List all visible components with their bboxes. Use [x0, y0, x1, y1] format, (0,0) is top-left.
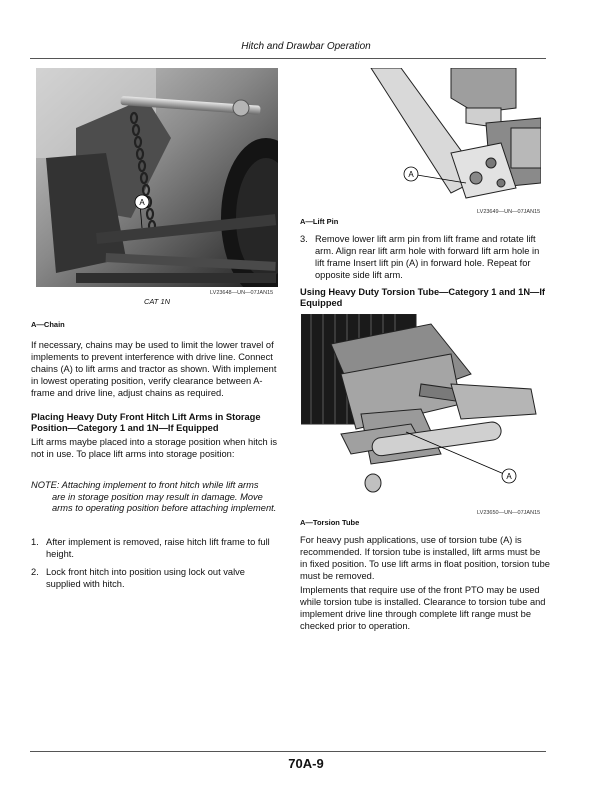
step-number: 3.	[300, 234, 308, 244]
chain-paragraph: If necessary, chains may be used to limit the lower travel of implements to prevent interference with drive line. Connect chains (A) to lift arms and tractor as shown. With implement in lowest operating position, verify clearance between A-frame and drive line, adjust chains as required.	[31, 340, 277, 398]
running-header: Hitch and Drawbar Operation	[241, 41, 371, 52]
note-block	[31, 480, 281, 515]
step-number: 2.	[31, 566, 39, 577]
figure-code: LV23648—UN—07JAN15	[210, 290, 274, 296]
step-text: Lock front hitch into position using lock out valve supplied with hitch.	[46, 566, 245, 589]
figure-code: LV23649—UN—07JAN15	[477, 209, 541, 215]
list-item	[31, 567, 277, 591]
torsion-callout-label: A	[506, 472, 512, 481]
chain-photo-illustration	[36, 68, 278, 287]
note-first-line: Attaching implement to front hitch while lift arms	[61, 480, 259, 490]
torsion-tube-illustration	[301, 314, 541, 506]
lift-pin-callout-label: A	[408, 170, 414, 179]
section-heading: Placing Heavy Duty Front Hitch Lift Arms in Storage Position—Category 1 and 1N—If Equipped	[31, 412, 261, 434]
pto-paragraph: Implements that require use of the front PTO may be used while torsion tube is installed. Clearance to torsion tube and implement drive line through complete lift range must be checked prior to operation.	[300, 585, 546, 631]
section-heading: Using Heavy Duty Torsion Tube—Category 1 and 1N—If Equipped	[300, 287, 546, 309]
note-prefix: NOTE:	[31, 480, 60, 490]
note-rest: are in storage position may result in damage. Move arms to operating position before attaching implement.	[52, 491, 277, 514]
steps-list	[31, 537, 277, 591]
torsion-tube-drawing	[301, 314, 541, 506]
storage-paragraph: Lift arms maybe placed into a storage position when hitch is not in use. To place lift arms into storage position:	[31, 437, 277, 459]
figure-code: LV23650—UN—07JAN15	[477, 510, 541, 516]
lift-pin-illustration	[301, 68, 541, 206]
step-text: After implement is removed, raise hitch lift frame to full height.	[46, 537, 270, 559]
figure-legend: A—Chain	[31, 320, 65, 329]
step-three-list	[300, 234, 550, 282]
list-item	[300, 234, 550, 282]
footer-rule	[30, 751, 546, 752]
figure-caption: CAT 1N	[143, 297, 171, 306]
chain-callout-label: A	[139, 198, 145, 207]
lift-pin-drawing	[301, 68, 541, 206]
step-number: 1.	[31, 537, 39, 547]
figure-legend: A—Torsion Tube	[300, 518, 360, 527]
torsion-paragraph: For heavy push applications, use of torsion tube (A) is recommended. If torsion tube is installed, lift arms must be in fixed position. To use lift arms in float position, torsion tube must be removed.	[300, 535, 550, 581]
header-rule	[30, 58, 546, 59]
step-text: Remove lower lift arm pin from lift frame and rotate lift arm. Align rear lift arm hole with forward lift arm hole in lift frame Insert lift pin (A) in forward hole. Repeat for opposite side lift arm.	[315, 234, 540, 280]
list-item	[31, 537, 277, 561]
figure-legend: A—Lift Pin	[300, 217, 339, 226]
page-number: 70A-9	[288, 756, 324, 771]
chain-photo	[36, 68, 278, 287]
